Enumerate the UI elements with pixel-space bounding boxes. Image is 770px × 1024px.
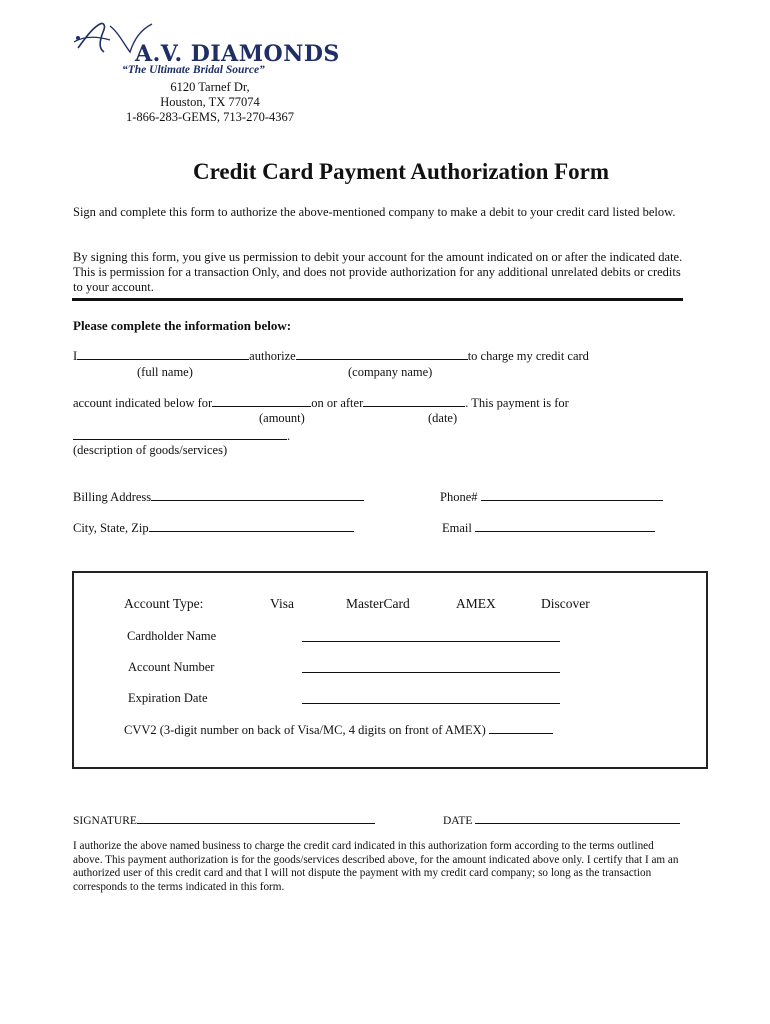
billing-address-label: Billing Address [73,490,152,504]
phone-line: 1-866-283-GEMS, 713-270-4367 [125,110,295,124]
address-line-1: 6120 Tarnef Dr, [170,80,250,94]
cvv-field[interactable] [489,722,553,734]
full-name-field[interactable] [77,348,249,360]
authorization-row [73,348,589,364]
email-row [442,520,655,536]
row1-suffix: to charge my credit card [467,349,589,363]
logo-name: A.V. DIAMONDS [135,41,340,67]
city-state-zip-field[interactable] [149,520,354,532]
cvv-label: CVV2 (3-digit number on back of Visa/MC, 4 digits on front of AMEX) [124,723,486,737]
account-type-amex[interactable]: AMEX [456,596,496,611]
city-state-zip-row [73,520,354,536]
signature-date-field[interactable] [475,812,680,824]
signature-row [73,812,375,827]
billing-address-field[interactable] [151,489,364,501]
date-caption: (date) [428,411,458,425]
phone-label: Phone# [440,490,478,504]
billing-address-row [73,489,364,505]
row2-suffix: . This payment is for [465,396,569,410]
amount-caption: (amount) [259,411,305,425]
description-caption: (description of goods/services) [73,443,228,457]
city-state-zip-label: City, State, Zip [73,521,149,535]
expiration-date-label: Expiration Date [128,691,208,705]
section-divider [72,298,683,301]
row1-prefix: I [73,349,78,363]
signature-label: SIGNATURE [73,815,137,827]
intro-paragraph-1: Sign and complete this form to authorize the above-mentioned company to make a debit to your credit card listed below. [73,205,676,219]
account-type-visa[interactable]: Visa [270,596,294,611]
company-name-caption: (company name) [348,365,433,379]
row2-prefix: account indicated below for [73,396,213,410]
description-field[interactable] [73,428,287,440]
phone-row [440,489,663,505]
cardholder-name-label: Cardholder Name [127,629,217,643]
expiration-date-field[interactable] [302,703,560,704]
description-period: . [287,429,291,443]
payment-row [73,395,569,411]
authorization-disclaimer: I authorize the above named business to charge the credit card indicated in this authorization form according to the terms outlined above. This payment authorization is for the goods/services described above, for the amount indicated above only. I certify that I am an authorized user of this credit card and that I will not dispute the payment with my credit card company; so long as the transaction corresponds to the terms indicated in this form. [73,840,679,893]
date-field[interactable] [363,395,465,407]
email-field[interactable] [475,520,655,532]
full-name-caption: (full name) [137,365,193,379]
company-name-field[interactable] [296,348,468,360]
account-type-mastercard[interactable]: MasterCard [346,596,410,611]
address-line-2: Houston, TX 77074 [160,95,260,109]
logo-tagline: “The Ultimate Bridal Source” [122,64,265,76]
amount-field[interactable] [212,395,311,407]
signature-date-row [443,812,680,827]
cvv-row [124,722,553,738]
signature-date-label: DATE [443,815,473,827]
row1-authorize: authorize [249,349,296,363]
intro-paragraph-2: By signing this form, you give us permission to debit your account for the amount indicated on or after the indicated date. This is permission for a transaction Only, and does not provide authorization for any additional unrelated debits or credits to your account. [73,250,683,294]
row2-on-or-after: on or after [311,396,364,410]
account-number-label: Account Number [128,660,215,674]
phone-field[interactable] [481,489,663,501]
signature-field[interactable] [137,812,375,824]
account-number-field[interactable] [302,672,560,673]
account-type-label: Account Type: [124,596,204,611]
description-row [73,428,290,444]
cardholder-name-field[interactable] [302,641,560,642]
email-label: Email [442,521,472,535]
section-heading: Please complete the information below: [73,318,292,333]
account-type-discover[interactable]: Discover [541,596,590,611]
form-title: Credit Card Payment Authorization Form [192,159,610,184]
